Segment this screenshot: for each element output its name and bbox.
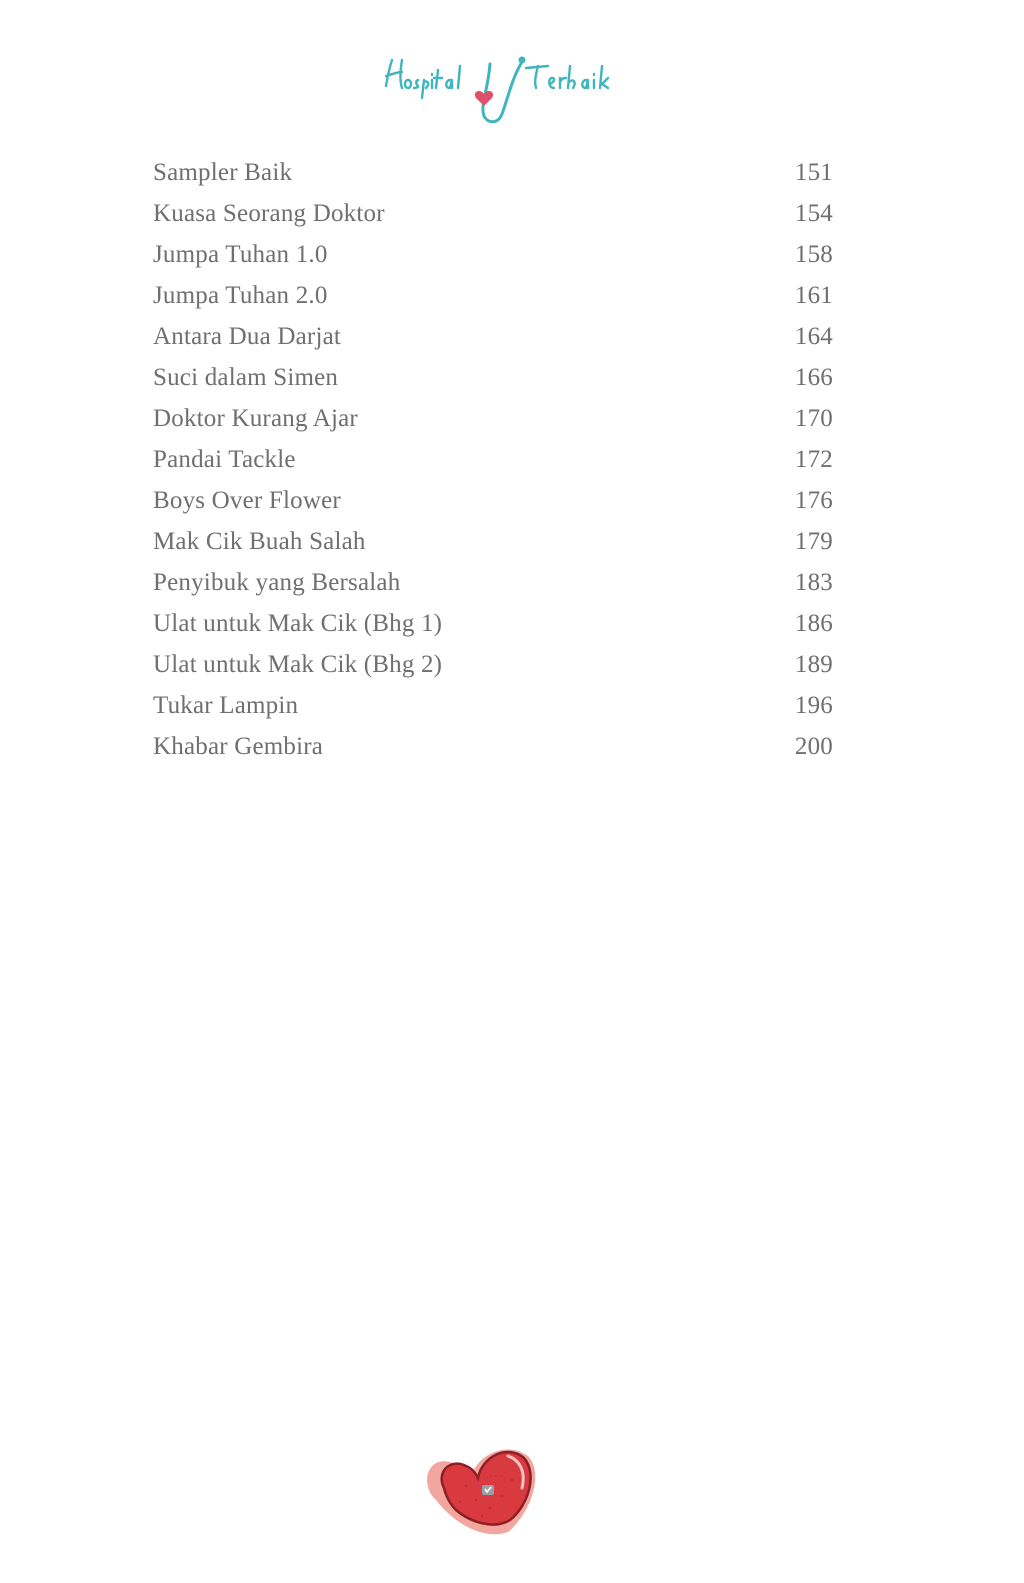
toc-entry-title: Doktor Kurang Ajar bbox=[153, 405, 358, 432]
toc-entry-title: Sampler Baik bbox=[153, 159, 293, 186]
toc-entry-title: Mak Cik Buah Salah bbox=[153, 528, 366, 555]
hospital-terbaik-logo bbox=[372, 38, 616, 128]
toc-entry-page: 189 bbox=[794, 651, 833, 678]
toc-entry-title: Boys Over Flower bbox=[153, 487, 341, 514]
toc-entry bbox=[153, 357, 833, 398]
toc-entry-page: 151 bbox=[794, 159, 833, 186]
toc-entry-page: 176 bbox=[794, 487, 833, 514]
toc-entry-title: Tukar Lampin bbox=[153, 692, 299, 719]
toc-entry bbox=[153, 644, 833, 685]
toc-entry-page: 164 bbox=[794, 323, 833, 350]
toc-entry-page: 196 bbox=[794, 692, 833, 719]
toc-entry-title: Jumpa Tuhan 1.0 bbox=[153, 241, 328, 268]
toc-entry-title: Pandai Tackle bbox=[153, 446, 296, 473]
toc-entry bbox=[153, 316, 833, 357]
toc-entry bbox=[153, 480, 833, 521]
toc-entry-page: 186 bbox=[794, 610, 833, 637]
toc-entry-title: Jumpa Tuhan 2.0 bbox=[153, 282, 328, 309]
toc-entry-page: 170 bbox=[794, 405, 833, 432]
table-of-contents bbox=[153, 152, 833, 767]
toc-entry bbox=[153, 152, 833, 193]
toc-entry-page: 200 bbox=[794, 733, 833, 760]
toc-entry bbox=[153, 439, 833, 480]
toc-entry bbox=[153, 685, 833, 726]
toc-entry bbox=[153, 193, 833, 234]
toc-entry bbox=[153, 562, 833, 603]
toc-entry-title: Ulat untuk Mak Cik (Bhg 1) bbox=[153, 610, 443, 637]
toc-entry-page: 161 bbox=[794, 282, 833, 309]
toc-entry-title: Suci dalam Simen bbox=[153, 364, 339, 391]
toc-entry bbox=[153, 234, 833, 275]
toc-entry-title: Penyibuk yang Bersalah bbox=[153, 569, 401, 596]
toc-entry bbox=[153, 275, 833, 316]
heart-icon bbox=[416, 1416, 546, 1540]
toc-entry bbox=[153, 726, 833, 767]
toc-entry-title: Antara Dua Darjat bbox=[153, 323, 342, 350]
toc-entry-page: 154 bbox=[794, 200, 833, 227]
toc-entry-title: Khabar Gembira bbox=[153, 733, 324, 760]
toc-entry-page: 166 bbox=[794, 364, 833, 391]
toc-entry-page: 172 bbox=[794, 446, 833, 473]
toc-entry-title: Kuasa Seorang Doktor bbox=[153, 200, 385, 227]
toc-entry bbox=[153, 521, 833, 562]
toc-entry bbox=[153, 398, 833, 439]
toc-entry-page: 179 bbox=[794, 528, 833, 555]
toc-entry bbox=[153, 603, 833, 644]
toc-entry-page: 158 bbox=[794, 241, 833, 268]
toc-entry-title: Ulat untuk Mak Cik (Bhg 2) bbox=[153, 651, 443, 678]
toc-entry-page: 183 bbox=[794, 569, 833, 596]
